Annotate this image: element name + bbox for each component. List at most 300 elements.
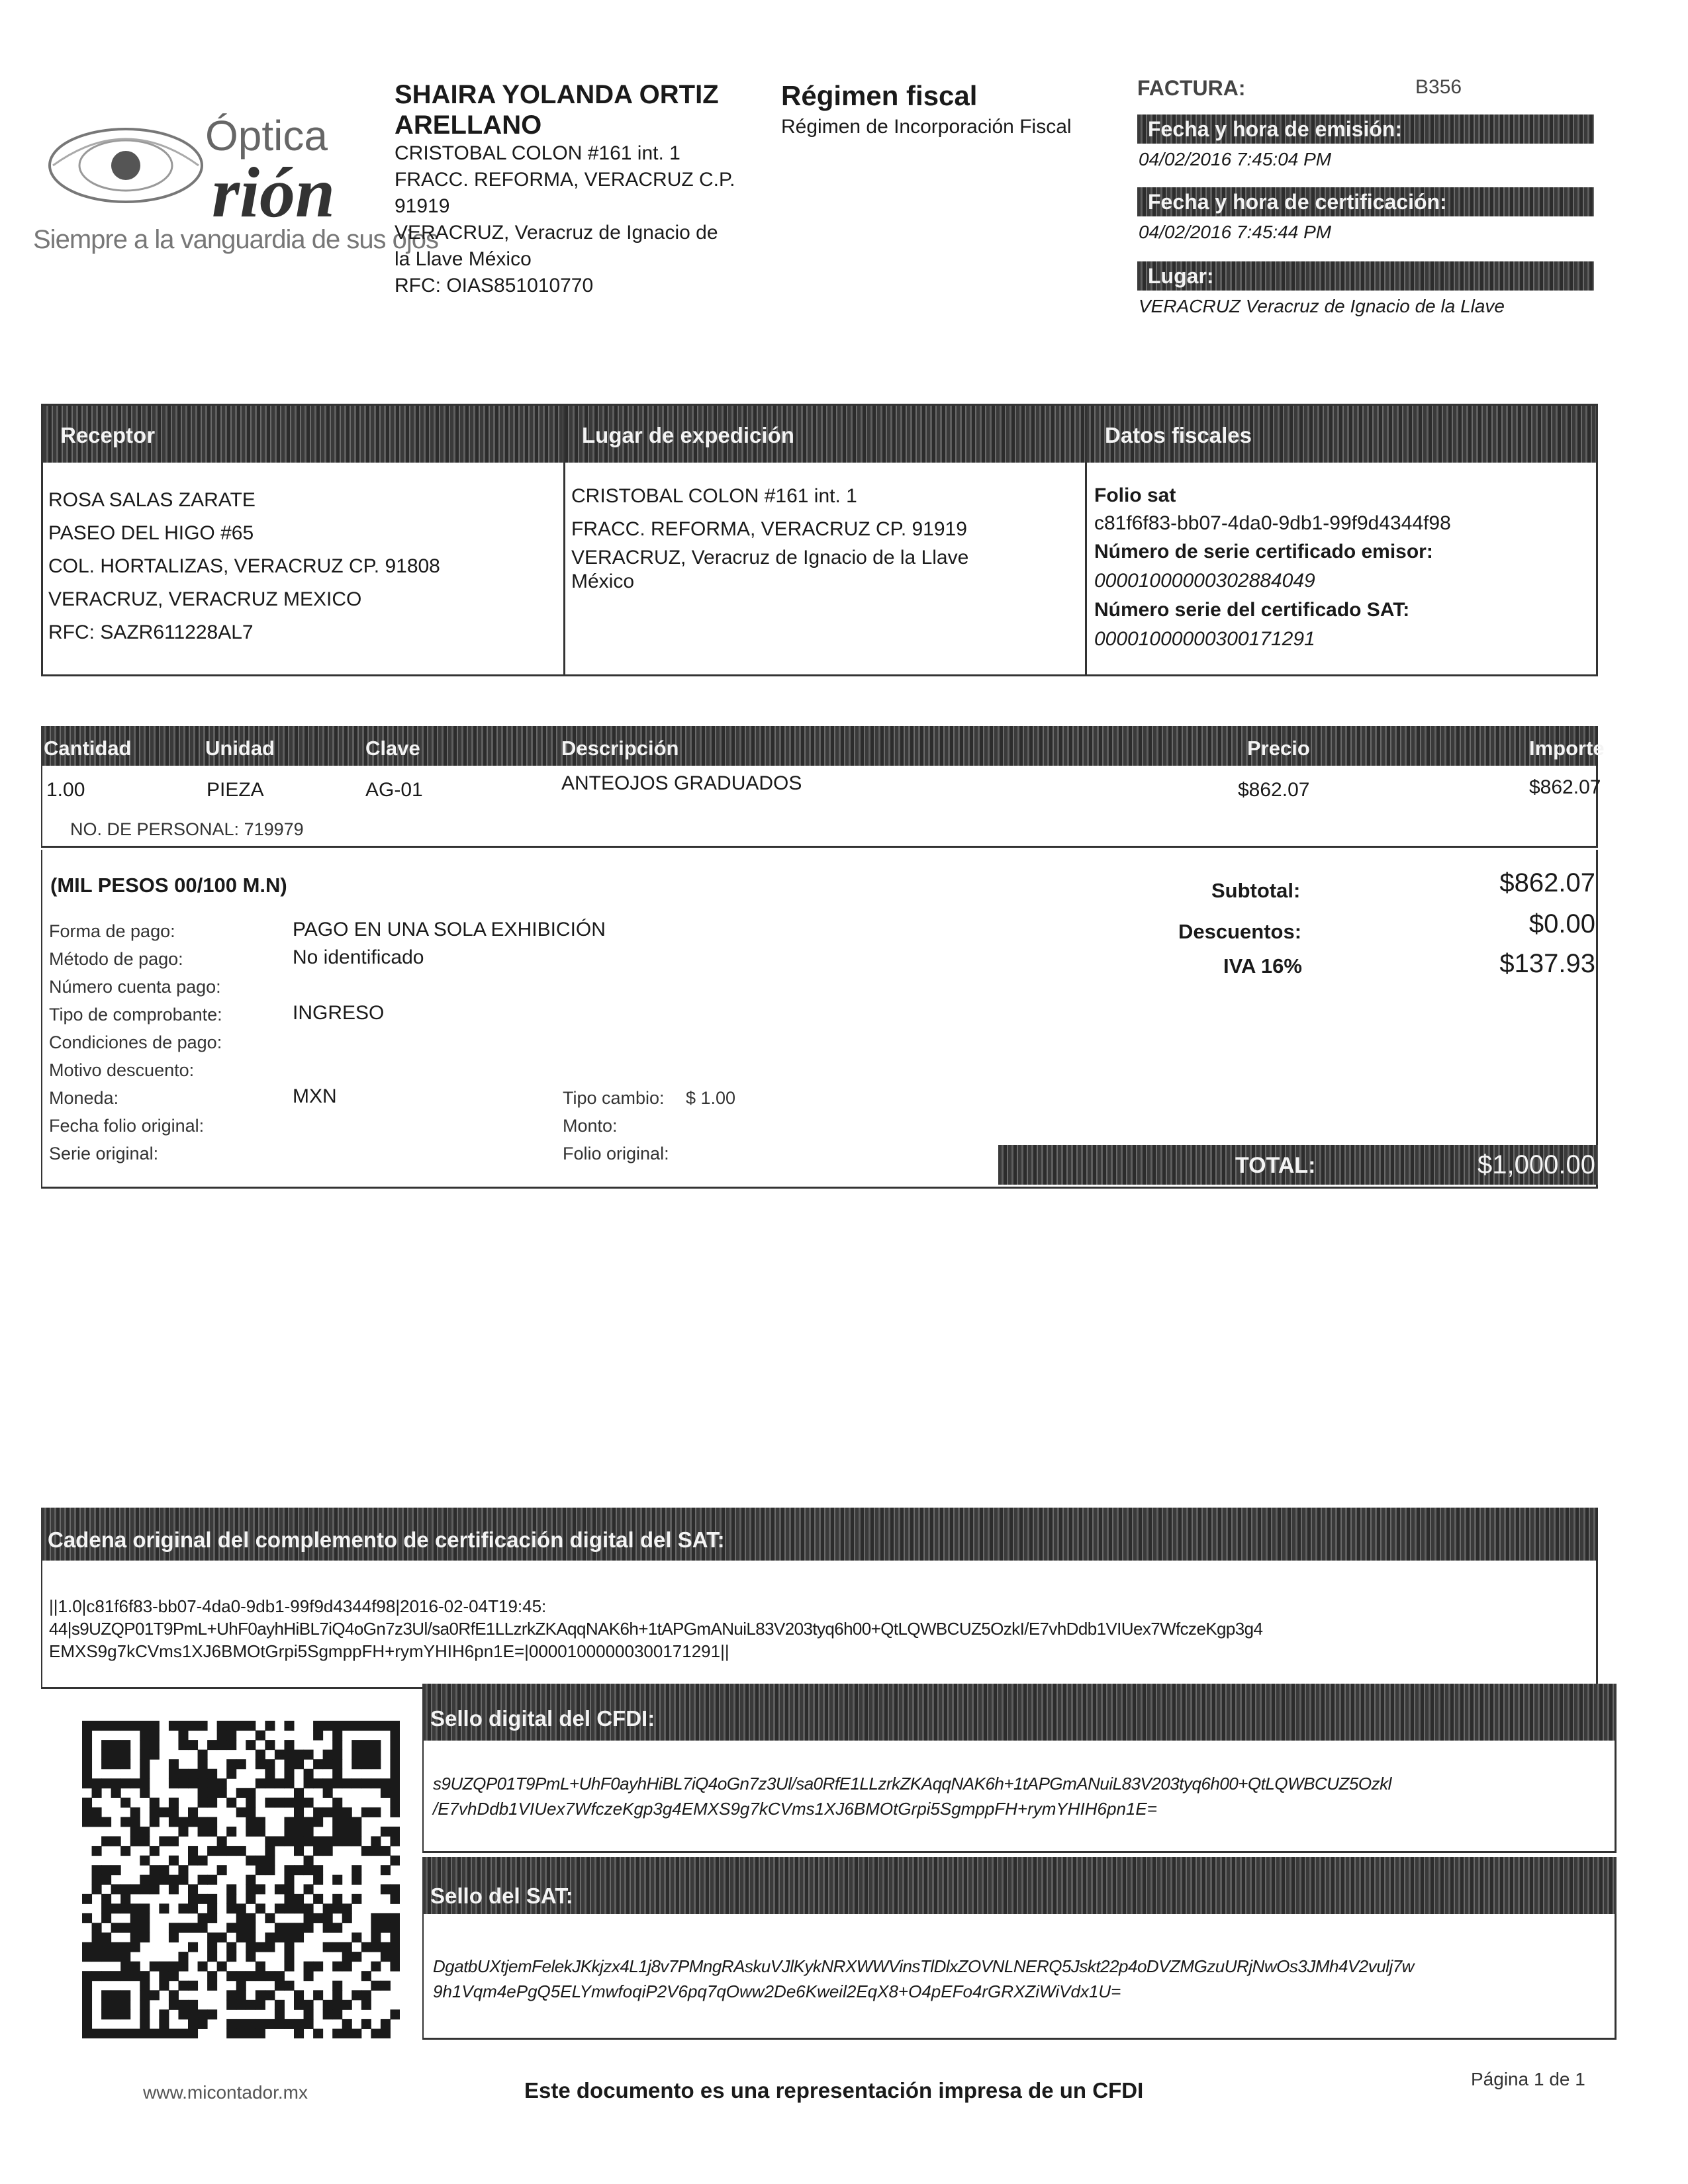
qr-module [178, 2009, 188, 2019]
qr-module [111, 1971, 121, 1981]
qr-module [371, 1962, 381, 1972]
qr-module [140, 1884, 150, 1894]
qr-module [332, 1778, 342, 1788]
qr-module [352, 1827, 361, 1837]
qr-module [92, 1817, 102, 1827]
expedicion-line: CRISTOBAL COLON #161 int. 1 [571, 485, 857, 507]
qr-module [130, 1778, 140, 1788]
expedicion-block [571, 480, 1074, 594]
qr-module [226, 1990, 236, 2000]
qr-module [82, 1731, 92, 1741]
qr-module [120, 1894, 130, 1904]
qr-module [294, 1797, 304, 1807]
qr-module [111, 1990, 121, 2000]
qr-module [265, 2019, 275, 2029]
qr-module [284, 1797, 294, 1807]
qr-module [140, 1923, 150, 1933]
qr-module [265, 1942, 275, 1952]
qr-module [371, 1807, 381, 1817]
qr-module [150, 1884, 160, 1894]
cert-header: Fecha y hora de certificación: [1137, 187, 1594, 216]
qr-module [246, 1856, 256, 1866]
qr-module [236, 1933, 246, 1942]
qr-module [111, 2000, 121, 2010]
qr-module [120, 1923, 130, 1933]
qr-module [236, 1913, 246, 1923]
expedicion-line: VERACRUZ, Veracruz de Ignacio de la Llave [571, 547, 969, 569]
qr-module [130, 1884, 140, 1894]
qr-module [101, 1913, 111, 1923]
qr-module [101, 1990, 111, 2000]
qr-module [361, 1942, 371, 1952]
qr-module [390, 1759, 400, 1769]
qr-module [246, 1788, 256, 1798]
qr-module [217, 1788, 227, 1798]
qr-module [390, 1933, 400, 1942]
qr-module [332, 1903, 342, 1913]
receptor-line: VERACRUZ, VERACRUZ MEXICO [48, 588, 362, 610]
qr-module [178, 1769, 188, 1779]
qr-module [256, 1990, 265, 2000]
pago-value: PAGO EN UNA SOLA EXHIBICIÓN [293, 919, 606, 940]
qr-module [169, 1837, 179, 1846]
qr-module [150, 1740, 160, 1750]
qr-module [111, 1903, 121, 1913]
qr-module [332, 1981, 342, 1991]
qr-module [82, 1971, 92, 1981]
tipo-cambio-value: $ 1.00 [686, 1088, 736, 1108]
qr-module [304, 1865, 314, 1875]
qr-module [140, 2019, 150, 2029]
qr-module [284, 1923, 294, 1933]
qr-module [188, 1903, 198, 1913]
qr-module [352, 1778, 361, 1788]
qr-module [313, 1962, 323, 1972]
qr-module [120, 1846, 130, 1856]
qr-module [381, 1884, 391, 1894]
qr-module [159, 1807, 169, 1817]
qr-module [140, 1788, 150, 1798]
qr-module [294, 1923, 304, 1933]
qr-module [294, 1827, 304, 1837]
pago-value: MXN [293, 1085, 337, 1107]
qr-module [178, 1952, 188, 1962]
qr-module [304, 1750, 314, 1760]
qr-module [226, 1731, 236, 1741]
regimen-value: Régimen de Incorporación Fiscal [781, 116, 1072, 138]
qr-module [323, 1807, 333, 1817]
qr-module [294, 1817, 304, 1827]
qr-module [323, 1913, 333, 1923]
qr-module [188, 1884, 198, 1894]
qr-module [236, 2028, 246, 2038]
qr-code-icon [82, 1721, 400, 2038]
qr-module [178, 1903, 188, 1913]
folio-original-label: Folio original: [563, 1144, 669, 1163]
qr-module [256, 1884, 265, 1894]
qr-module [140, 1903, 150, 1913]
sello-cfdi-text [433, 1771, 1391, 1821]
qr-module [169, 1962, 179, 1972]
qr-module [111, 1788, 121, 1798]
qr-module [101, 1894, 111, 1904]
issuer-block [395, 79, 778, 299]
qr-module [361, 1990, 371, 2000]
qr-module [207, 1903, 217, 1913]
qr-module [111, 1837, 121, 1846]
qr-module [207, 1740, 217, 1750]
qr-module [361, 2019, 371, 2029]
qr-module [188, 1846, 198, 1856]
qr-module [265, 1846, 275, 1856]
qr-module [265, 1856, 275, 1866]
qr-module [82, 1952, 92, 1962]
qr-module [284, 1759, 294, 1769]
qr-module [390, 1923, 400, 1933]
qr-module [236, 1759, 246, 1769]
qr-module [342, 1837, 352, 1846]
descuentos-label: Descuentos: [1178, 920, 1302, 943]
qr-module [169, 1933, 179, 1942]
qr-module [246, 1797, 256, 1807]
qr-module [111, 1740, 121, 1750]
qr-module [140, 1856, 150, 1866]
qr-module [169, 1923, 179, 1933]
qr-module [198, 1827, 208, 1837]
qr-module [207, 1827, 217, 1837]
qr-module [159, 1837, 169, 1846]
qr-module [332, 1817, 342, 1827]
qr-module [207, 1894, 217, 1904]
qr-module [101, 1837, 111, 1846]
qr-module [226, 1797, 236, 1807]
qr-module [246, 2028, 256, 2038]
qr-module [371, 1721, 381, 1731]
qr-module [130, 2028, 140, 2038]
qr-module [207, 1875, 217, 1885]
sello-sat-line: 9h1Vqm4ePgQ5ELYmwfoqiP2V6pq7qOww2De6Kweil2EqX8+O4pEFo4rGRXZiWiVdx1U= [433, 1981, 1121, 2001]
qr-module [217, 1721, 227, 1731]
col-descripcion: Descripción [561, 737, 679, 760]
qr-module [275, 2000, 285, 2010]
qr-module [140, 1827, 150, 1837]
qr-module [361, 2000, 371, 2010]
pago-labels [49, 917, 222, 1167]
qr-module [169, 2000, 179, 2010]
qr-module [304, 1962, 314, 1972]
qr-module [342, 2019, 352, 2029]
qr-module [82, 1797, 92, 1807]
qr-module [256, 2028, 265, 2038]
qr-module [159, 2019, 169, 2029]
qr-module [159, 1962, 169, 1972]
qr-module [130, 1942, 140, 1952]
qr-module [381, 1788, 391, 1798]
qr-module [284, 1884, 294, 1894]
qr-module [226, 2000, 236, 2010]
qr-module [390, 1769, 400, 1779]
qr-module [159, 1903, 169, 1913]
qr-module [284, 1952, 294, 1962]
sello-sat-line: DgatbUXtjemFelekJKkjzx4L1j8v7PMngRAskuVJlKykNRXWWVinsTlDlxZOVNLNERQ5Jskt22p4oDVZMGzuURjNwOs3JMh4V2vulj7w [433, 1956, 1414, 1976]
qr-module [332, 1875, 342, 1885]
qr-module [101, 1933, 111, 1942]
qr-module [82, 1750, 92, 1760]
qr-module [304, 1797, 314, 1807]
qr-module [207, 1769, 217, 1779]
receptor-line: PASEO DEL HIGO #65 [48, 522, 254, 544]
qr-module [390, 1788, 400, 1798]
qr-module [381, 1952, 391, 1962]
qr-module [246, 1913, 256, 1923]
qr-module [188, 1769, 198, 1779]
qr-module [130, 1721, 140, 1731]
qr-module [226, 1903, 236, 1913]
qr-module [275, 1981, 285, 1991]
qr-module [198, 1962, 208, 1972]
qr-module [111, 1865, 121, 1875]
qr-module [332, 1894, 342, 1904]
qr-module [150, 1846, 160, 1856]
logo-line2: rión [212, 154, 336, 232]
qr-module [294, 1837, 304, 1846]
qr-module [120, 2000, 130, 2010]
qr-module [256, 1731, 265, 1741]
qr-module [246, 1875, 256, 1885]
qr-module [178, 1778, 188, 1788]
qr-module [371, 1981, 381, 1991]
qr-module [284, 1769, 294, 1779]
qr-module [130, 1903, 140, 1913]
regimen-block [781, 78, 1072, 140]
importe-letra: (MIL PESOS 00/100 M.N) [50, 874, 287, 897]
col-precio: Precio [1247, 737, 1310, 760]
qr-module [150, 1797, 160, 1807]
qr-module [390, 1721, 400, 1731]
qr-module [111, 1942, 121, 1952]
qr-module [120, 1740, 130, 1750]
lugar-value: VERACRUZ Veracruz de Ignacio de la Llave [1139, 296, 1505, 316]
issuer-rfc: RFC: OIAS851010770 [395, 275, 594, 296]
qr-module [169, 1884, 179, 1894]
qr-module [323, 1923, 333, 1933]
qr-module [265, 1797, 275, 1807]
qr-module [313, 1759, 323, 1769]
qr-module [275, 2009, 285, 2019]
qr-module [304, 1817, 314, 1827]
qr-module [178, 1827, 188, 1837]
qr-module [352, 1721, 361, 1731]
qr-module [361, 1759, 371, 1769]
qr-module [352, 1933, 361, 1942]
qr-module [332, 1837, 342, 1846]
qr-module [226, 2019, 236, 2029]
qr-module [304, 1884, 314, 1894]
qr-module [92, 1884, 102, 1894]
qr-module [92, 1923, 102, 1933]
qr-module [352, 1740, 361, 1750]
qr-module [332, 1807, 342, 1817]
qr-module [92, 1865, 102, 1875]
qr-module [323, 1721, 333, 1731]
qr-module [294, 1846, 304, 1856]
qr-module [256, 1759, 265, 1769]
qr-module [256, 1971, 265, 1981]
folio-sat-label: Folio sat [1094, 484, 1176, 506]
iva-label: IVA 16% [1223, 954, 1302, 978]
qr-module [226, 1769, 236, 1779]
receptor-header: Receptor [60, 423, 156, 447]
qr-module [111, 2028, 121, 2038]
qr-module [332, 1942, 342, 1952]
qr-module [82, 2009, 92, 2019]
cadena-text [49, 1595, 1585, 1662]
qr-module [371, 1846, 381, 1856]
qr-module [207, 1788, 217, 1798]
qr-module [198, 1788, 208, 1798]
qr-module [92, 1942, 102, 1952]
qr-module [226, 2028, 236, 2038]
qr-module [140, 1913, 150, 1923]
qr-module [198, 1759, 208, 1769]
item-precio: $862.07 [1238, 779, 1310, 801]
qr-module [120, 1750, 130, 1760]
qr-module [390, 1952, 400, 1962]
qr-module [198, 2009, 208, 2019]
qr-module [236, 1981, 246, 1991]
qr-module [101, 1903, 111, 1913]
qr-module [188, 2019, 198, 2029]
qr-module [226, 1971, 236, 1981]
qr-module [188, 1923, 198, 1933]
qr-module [352, 1759, 361, 1769]
pago-value: INGRESO [293, 1002, 385, 1024]
qr-module [120, 1797, 130, 1807]
qr-module [120, 1903, 130, 1913]
qr-module [198, 1894, 208, 1904]
qr-module [198, 1750, 208, 1760]
qr-module [198, 1923, 208, 1933]
receptor-line: COL. HORTALIZAS, VERACRUZ CP. 91808 [48, 555, 440, 577]
qr-module [130, 1807, 140, 1817]
qr-module [352, 1750, 361, 1760]
qr-module [256, 1856, 265, 1866]
qr-module [82, 1942, 92, 1952]
pago-label: Número cuenta pago: [49, 977, 221, 997]
qr-module [207, 1913, 217, 1923]
qr-module [159, 1971, 169, 1981]
qr-module [381, 1981, 391, 1991]
qr-module [265, 1990, 275, 2000]
qr-module [332, 2028, 342, 2038]
qr-module [82, 1721, 92, 1731]
qr-module [198, 1856, 208, 1866]
qr-module [246, 1952, 256, 1962]
qr-module [159, 1981, 169, 1991]
qr-module [101, 1750, 111, 1760]
qr-module [304, 1769, 314, 1779]
qr-module [256, 2000, 265, 2010]
qr-module [82, 2019, 92, 2029]
qr-module [294, 1990, 304, 2000]
qr-module [120, 1778, 130, 1788]
qr-module [140, 1759, 150, 1769]
qr-module [178, 1731, 188, 1741]
qr-module [159, 2009, 169, 2019]
qr-module [304, 1913, 314, 1923]
qr-module [342, 2028, 352, 2038]
qr-module [169, 1778, 179, 1788]
qr-module [120, 1952, 130, 1962]
qr-module [371, 1740, 381, 1750]
qr-module [82, 1990, 92, 2000]
qr-module [371, 1913, 381, 1923]
qr-module [188, 1817, 198, 1827]
qr-module [120, 1942, 130, 1952]
qr-module [236, 1807, 246, 1817]
qr-module [275, 1837, 285, 1846]
qr-module [304, 1837, 314, 1846]
qr-module [130, 1962, 140, 1972]
issuer-address-4: VERACRUZ, Veracruz de Ignacio de [395, 222, 718, 244]
qr-module [130, 1817, 140, 1827]
qr-module [169, 1759, 179, 1769]
qr-module [323, 1942, 333, 1952]
qr-module [178, 2028, 188, 2038]
qr-module [361, 1807, 371, 1817]
qr-module [275, 1778, 285, 1788]
qr-module [381, 1865, 391, 1875]
qr-module [188, 2028, 198, 2038]
qr-module [381, 1923, 391, 1933]
qr-module [92, 1971, 102, 1981]
qr-module [120, 2009, 130, 2019]
qr-module [246, 1923, 256, 1933]
qr-module [82, 1759, 92, 1769]
qr-module [304, 2019, 314, 2029]
qr-module [265, 1759, 275, 1769]
pago-label: Tipo de comprobante: [49, 1005, 222, 1024]
qr-module [92, 1952, 102, 1962]
qr-module [284, 1827, 294, 1837]
qr-module [140, 1933, 150, 1942]
expedicion-line: México [571, 570, 635, 592]
logo-line1: Óptica [205, 112, 328, 159]
qr-module [188, 1721, 198, 1731]
qr-module [188, 1778, 198, 1788]
qr-module [275, 1750, 285, 1760]
footer-page: Página 1 de 1 [1471, 2069, 1585, 2089]
qr-module [236, 1721, 246, 1731]
item-clave: AG-01 [365, 779, 423, 801]
qr-module [111, 2009, 121, 2019]
qr-module [294, 1750, 304, 1760]
qr-module [130, 1933, 140, 1942]
qr-module [217, 1962, 227, 1972]
qr-module [265, 1769, 275, 1779]
qr-module [390, 1913, 400, 1923]
qr-module [150, 1750, 160, 1760]
cert-value: 04/02/2016 7:45:44 PM [1139, 222, 1332, 242]
qr-module [169, 1990, 179, 2000]
qr-module [101, 1759, 111, 1769]
qr-module [361, 1846, 371, 1856]
qr-module [140, 1778, 150, 1788]
qr-module [92, 1788, 102, 1798]
qr-module [246, 1827, 256, 1837]
qr-module [284, 1942, 294, 1952]
qr-module [140, 2028, 150, 2038]
